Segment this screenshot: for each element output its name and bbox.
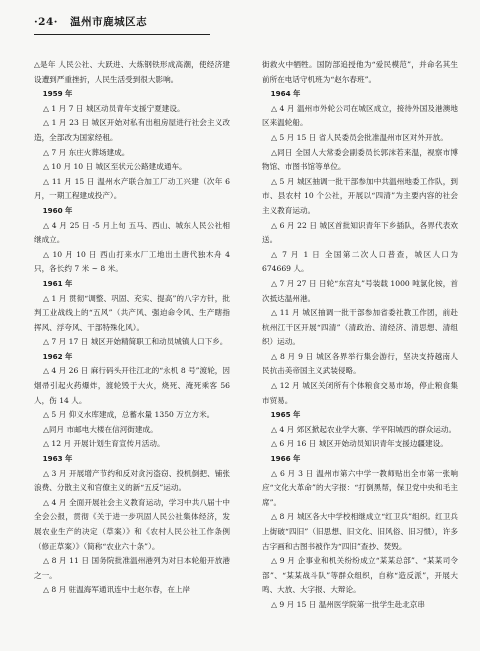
- year-heading: 1961 年: [42, 278, 73, 288]
- chronicle-entry: △ 7 月 27 日 日轮“东宫丸”号装载 1000 吨氯化铵，首次抵达温州港。: [262, 278, 458, 303]
- chronicle-entry: △ 4 月 全面开展社会主义教育运动，学习中共八届十中全会公报，贯彻《关于进一步巩固人民公社集体经济，发展农业生产的决定（草案）》和《农村人民公社工作条例（修正草案）》（简称“农业六十条”）。: [34, 497, 230, 551]
- chronicle-entry: △ 6 月 16 日 城区开始动员知识青年支援边疆建设。: [271, 439, 448, 449]
- continued-paragraph: 街救火中牺牲。国防部追授他为“爱民模范”，并命名其生前所在电话守机班为“赵尔春班”。: [262, 60, 458, 84]
- left-column: [34, 58, 230, 598]
- chronicle-entry: △ 8 月 城区各大中学校相继成立“红卫兵”组织。红卫兵上街破“四旧”（旧思想、旧文化、旧风俗、旧习惯），许多古字画和古图书被作为“四旧”查抄、焚毁。: [262, 512, 458, 551]
- chronicle-entry: △ 12 月 城区关闭所有个体粮食交易市场，停止粮食集市贸易。: [262, 381, 458, 405]
- chronicle-entry: △ 11 月 15 日 温州水产联合加工厂动工兴建（次年 6 月，一期工程建成投产）。: [34, 176, 230, 201]
- chronicle-entry: △ 7 月 1 日 全国第二次人口普查，城区人口为 674669 人。: [262, 249, 458, 274]
- chronicle-entry: △ 11 月 城区抽调一批干部参加省委社教工作团，前赴杭州江干区开展“四清”（清政治、清经济、清思想、清组织）运动。: [262, 308, 458, 347]
- chronicle-entry: △ 6 月 3 日 温州市第六中学一教师贴出全市第一张响应“文化大革命”的大字报：“打倒黑帮，保卫党中央和毛主席”。: [262, 468, 458, 507]
- right-column: [262, 58, 458, 613]
- chronicle-entry: △ 10 月 10 日 城区至状元公路建成通车。: [43, 162, 187, 172]
- year-heading: 1963 年: [42, 454, 73, 464]
- chronicle-entry: △ 7 月 东庄火葬场建成。: [43, 147, 130, 157]
- chronicle-entry: △ 1 月 23 日 城区开始对私有出租房屋进行社会主义改造，全部改为国家经租。: [34, 118, 230, 142]
- year-heading: 1960 年: [42, 205, 73, 215]
- chronicle-entry: △ 6 月 22 日 城区首批知识青年下乡插队，各界代表欢送。: [262, 220, 458, 245]
- header-rule: [34, 34, 210, 35]
- chronicle-entry: △ 8 月 9 日 城区各界举行集会游行，坚决支持越南人民抗击美帝国主义武装侵略。: [262, 351, 458, 376]
- chronicle-entry: △ 10 月 10 日 西山打来水厂工地出土唐代独木舟 4 只，各长约 7 米 ~ 8 米。: [34, 249, 230, 274]
- chronicle-entry: △ 4 月 温州市外轮公司在城区成立，接待外国及港澳地区来温轮船。: [262, 103, 458, 128]
- chronicle-entry: △ 9 月 企事业和机关纷纷成立“某某总部”、“某某司令部”、“某某战斗队”等群众组织，自称“造反派”，开展大鸣、大放、大字报、大辩论。: [262, 556, 458, 595]
- chronicle-entry: △ 4 月 26 日 麻行码头开往江北的“永机 8 号”渡轮，因烟帚引起火药爆炸，渡轮毁于大火，烧死、淹死乘客 56 人，伤 14 人。: [34, 366, 230, 405]
- chronicle-entry: △ 5 月 城区抽调一批干部参加中共温州地委工作队，到市、县农村 10 个公社，开展以“四清”为主要内容的社会主义教育运动。: [262, 176, 458, 215]
- chronicle-entry: △ 5 月 仰义水库建成，总蓄水量 1350 万立方米。: [43, 410, 215, 420]
- chronicle-entry: △ 3 月 开展增产节约和反对贪污盗窃、投机倒把、铺张浪费、分散主义和官僚主义的新“五反”运动。: [34, 468, 230, 493]
- running-header: [34, 14, 147, 29]
- page-number: ·24·: [34, 16, 58, 28]
- chronicle-entry: △ 4 月 25 日 -5 月上旬 五马、西山、城东人民公社相继成立。: [34, 220, 230, 245]
- book-title: 温州市鹿城区志: [70, 16, 148, 28]
- chronicle-entry: △ 1 月 7 日 城区动员青年支援宁夏建设。: [43, 103, 185, 113]
- chronicle-entry: △ 9 月 15 日 温州医学院第一批学生赴北京串: [271, 599, 426, 609]
- chronicle-entry: △ 8 月 11 日 国务院批准温州港列为对日本轮船开放港之一。: [34, 556, 230, 580]
- year-heading: 1964 年: [270, 89, 301, 99]
- chronicle-entry: △ 12 月 开展计划生育宣传月活动。: [43, 439, 165, 449]
- year-heading: 1965 年: [270, 410, 301, 420]
- year-heading: 1966 年: [270, 454, 301, 464]
- continued-paragraph: △是年 人民公社、大跃进、大炼钢铁形成高潮，使经济建设遭到严重挫折，人民生活受到很大影响。: [34, 60, 230, 84]
- chronicle-entry: △ 4 月 郊区掀起农业学大寨、学平阳城西的群众运动。: [271, 424, 457, 434]
- year-heading: 1962 年: [42, 351, 73, 361]
- chronicle-entry: △同月 市邮电大楼在信河街建成。: [43, 424, 158, 434]
- chronicle-entry: △ 1 月 贯彻“调整、巩固、充实、提高”的八字方针，批判工业战线上的“五风”（共产风、强迫命令风、生产瞎指挥风、浮夸风、干部特殊化风）。: [34, 293, 230, 332]
- chronicle-entry: △ 7 月 17 日 城区开始精简职工和动员城镇人口下乡。: [43, 337, 228, 347]
- chronicle-entry: △同日 全国人大常委会副委员长郭沫若来温，视察市博物馆、市图书馆等单位。: [262, 147, 458, 172]
- chronicle-entry: △ 5 月 15 日 省人民委员会批准温州市区对外开放。: [271, 132, 448, 142]
- chronicle-entry: △ 8 月 驻温海军通讯连中士赵尔春，在上岸: [43, 585, 191, 595]
- year-heading: 1959 年: [42, 89, 73, 99]
